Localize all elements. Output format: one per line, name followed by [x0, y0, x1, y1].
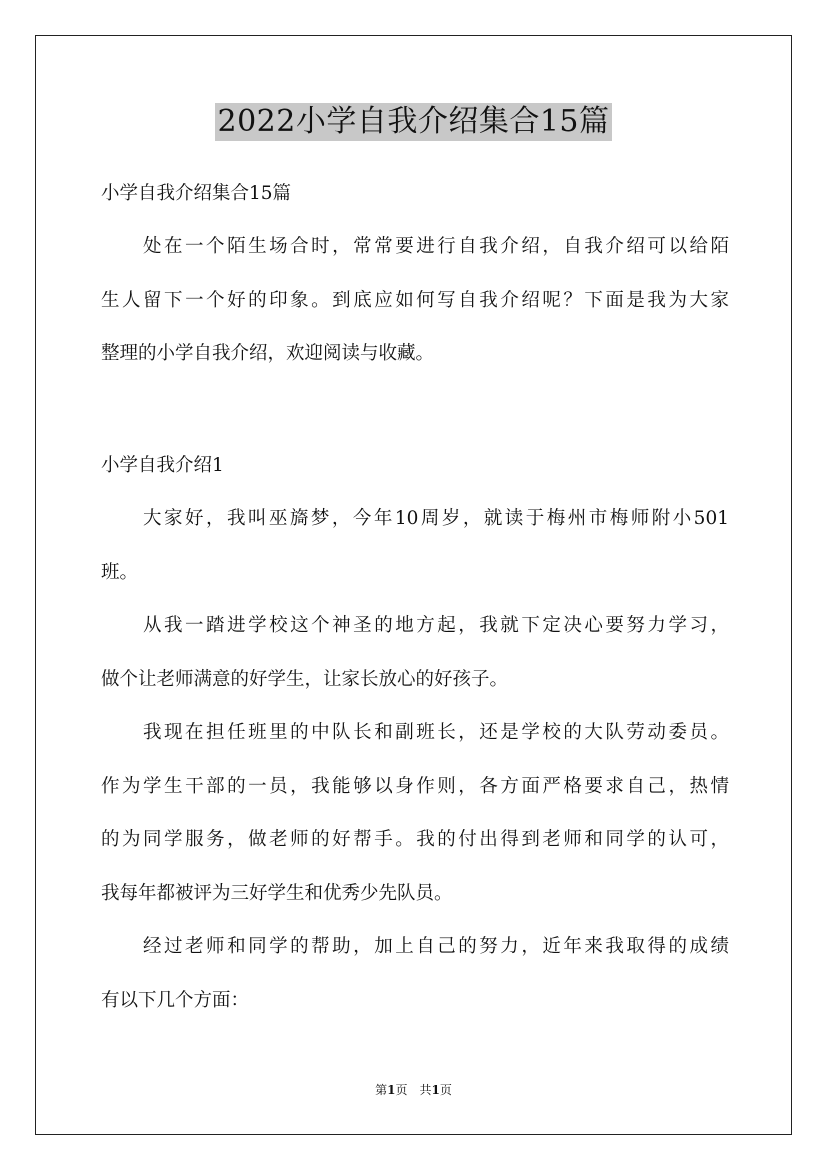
footer-page-mid: 页 共: [395, 1083, 432, 1097]
section-line-8: 我每年都被评为三好学生和优秀少先队员。: [101, 883, 453, 904]
title-container: [0, 103, 827, 141]
intro-line-1: 处在一个陌生场合时，常常要进行自我介绍，自我介绍可以给陌: [143, 236, 729, 257]
section-line-5: 我现在担任班里的中队长和副班长，还是学校的大队劳动委员。: [143, 722, 729, 743]
section-line-2: 班。: [101, 562, 139, 583]
intro-line-2: 生人留下一个好的印象。到底应如何写自我介绍呢？下面是我为大家: [101, 290, 729, 311]
section-line-9: 经过老师和同学的帮助，加上自己的努力，近年来我取得的成绩: [143, 936, 729, 957]
document-title: 2022小学自我介绍集合15篇: [217, 104, 610, 139]
section-heading: 小学自我介绍1: [101, 455, 224, 476]
section-line-4: 做个让老师满意的好学生，让家长放心的好孩子。: [101, 669, 509, 690]
section-line-10: 有以下几个方面：: [101, 990, 250, 1011]
section-line-3: 从我一踏进学校这个神圣的地方起，我就下定决心要努力学习，: [143, 615, 729, 636]
section-line-6: 作为学生干部的一员，我能够以身作则，各方面严格要求自己，热情: [101, 776, 729, 797]
footer-page-total: 1: [431, 1083, 440, 1097]
section-line-7: 的为同学服务，做老师的好帮手。我的付出得到老师和同学的认可，: [101, 829, 729, 850]
intro-line-3: 整理的小学自我介绍，欢迎阅读与收藏。: [101, 343, 435, 364]
page-footer: [0, 1082, 827, 1098]
document-subtitle: 小学自我介绍集合15篇: [101, 183, 292, 204]
footer-page-number: 1: [387, 1083, 396, 1097]
footer-page-suffix: 页: [439, 1083, 452, 1097]
section-line-1: 大家好，我叫巫旖梦，今年10周岁，就读于梅州市梅师附小501: [143, 508, 729, 529]
footer-page-prefix: 第: [375, 1083, 388, 1097]
